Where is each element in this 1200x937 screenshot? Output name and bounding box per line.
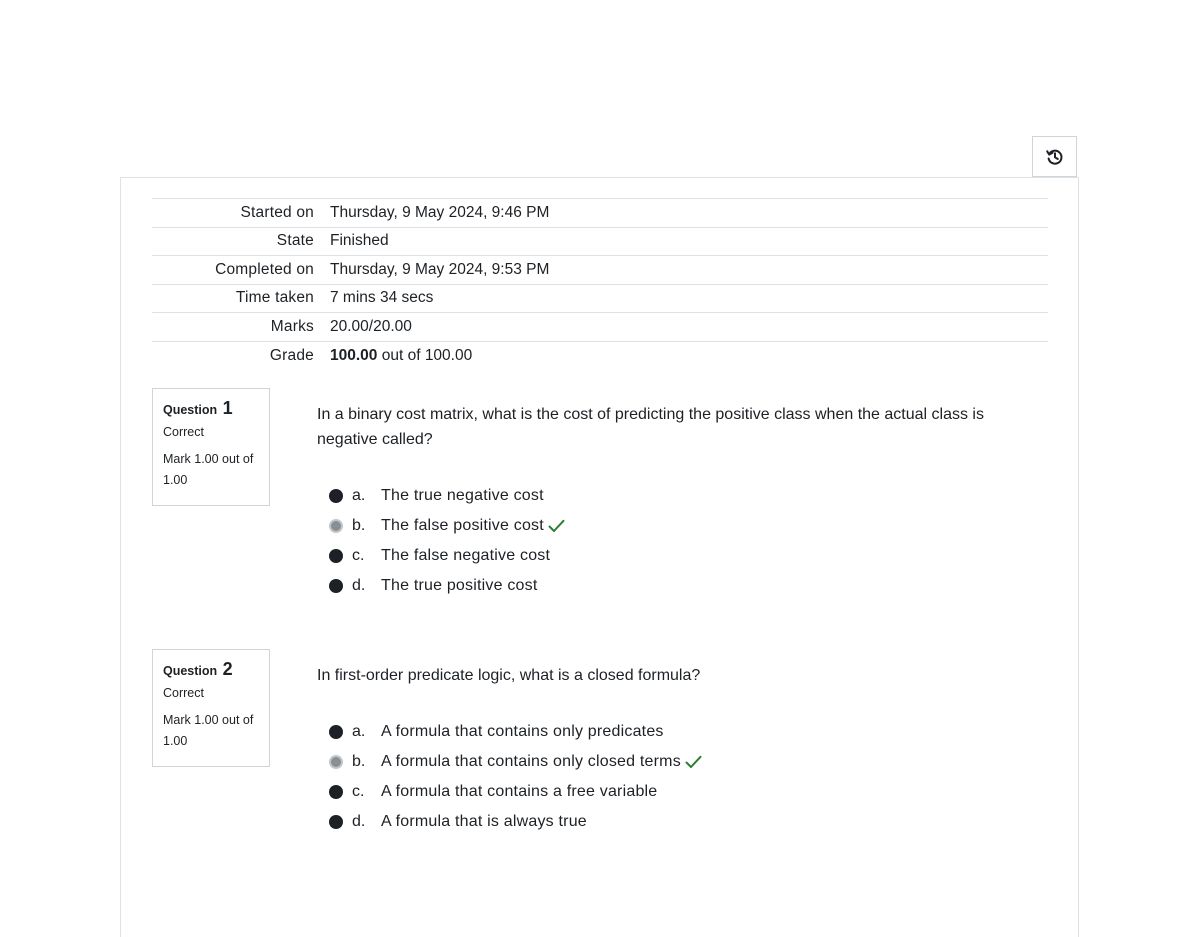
radio-button[interactable]: [329, 489, 343, 503]
question-content: [317, 402, 1027, 594]
summary-value: Thursday, 9 May 2024, 9:46 PM: [330, 203, 550, 221]
question-state: Correct: [163, 425, 204, 439]
summary-label: Marks: [270, 317, 314, 335]
question-text: In a binary cost matrix, what is the cost of predicting the positive class when the actual class is negative called?: [317, 406, 984, 448]
summary-label: Time taken: [235, 289, 314, 307]
summary-row-time-taken: [152, 284, 1048, 313]
answer-list: [329, 717, 702, 837]
answer-option-a[interactable]: [329, 717, 702, 747]
summary-label: State: [276, 232, 314, 250]
answer-text: A formula that contains only closed terms: [381, 753, 681, 770]
answer-letter: a.: [352, 487, 366, 504]
radio-button[interactable]: [329, 549, 343, 563]
attempt-summary-table: [152, 198, 1048, 370]
summary-label: Grade: [269, 346, 314, 364]
summary-row-grade: [152, 341, 1048, 370]
summary-label: Completed on: [215, 260, 314, 278]
radio-button-selected[interactable]: [329, 519, 343, 533]
answer-option-b[interactable]: [329, 511, 565, 541]
summary-value: Finished: [330, 232, 389, 250]
question-state: Correct: [163, 686, 204, 700]
answer-text: The false negative cost: [381, 547, 551, 564]
question-info-box: [152, 649, 270, 767]
review-history-button[interactable]: [1032, 136, 1077, 177]
question-text: In first-order predicate logic, what is a closed formula?: [317, 667, 701, 684]
answer-letter: b.: [352, 753, 366, 770]
answer-list: [329, 481, 565, 601]
summary-row-marks: [152, 313, 1048, 342]
answer-option-c[interactable]: [329, 777, 702, 807]
answer-text: The true positive cost: [381, 577, 538, 594]
question-info-box: [152, 388, 270, 506]
answer-text: The true negative cost: [381, 487, 544, 504]
summary-value: 7 mins 34 secs: [330, 289, 434, 307]
answer-option-c[interactable]: [329, 541, 565, 571]
history-icon: [1045, 147, 1065, 167]
answer-letter: c.: [352, 547, 365, 564]
question-number: 1: [222, 398, 233, 418]
answer-text: A formula that contains only predicates: [381, 723, 664, 740]
answer-letter: d.: [352, 813, 366, 830]
answer-letter: a.: [352, 723, 366, 740]
answer-text: The false positive cost: [381, 517, 544, 534]
radio-button[interactable]: [329, 725, 343, 739]
radio-button[interactable]: [329, 785, 343, 799]
question-mark: Mark 1.00 out of 1.00: [163, 452, 254, 487]
summary-row-state: [152, 227, 1048, 256]
summary-row-started: [152, 199, 1048, 228]
question-mark: Mark 1.00 out of 1.00: [163, 713, 254, 748]
radio-button-selected[interactable]: [329, 755, 343, 769]
quiz-review-panel: [120, 177, 1079, 937]
summary-value: Thursday, 9 May 2024, 9:53 PM: [330, 260, 550, 278]
question-label: Question: [163, 664, 218, 678]
radio-button[interactable]: [329, 815, 343, 829]
summary-value: [322, 341, 1048, 370]
grade-score: 100.00: [330, 346, 378, 364]
check-icon: [548, 519, 565, 533]
answer-letter: c.: [352, 783, 365, 800]
check-icon: [685, 755, 702, 769]
answer-text: A formula that is always true: [381, 813, 587, 830]
answer-option-a[interactable]: [329, 481, 565, 511]
radio-button[interactable]: [329, 579, 343, 593]
answer-letter: d.: [352, 577, 366, 594]
answer-option-b[interactable]: [329, 747, 702, 777]
answer-text: A formula that contains a free variable: [381, 783, 658, 800]
summary-label: Started on: [240, 203, 314, 221]
question-number: 2: [222, 659, 233, 679]
grade-out-of: out of 100.00: [377, 346, 473, 364]
answer-option-d[interactable]: [329, 571, 565, 601]
answer-letter: b.: [352, 517, 366, 534]
question-content: [317, 663, 1027, 830]
question-label: Question: [163, 403, 218, 417]
answer-option-d[interactable]: [329, 807, 702, 837]
summary-row-completed: [152, 256, 1048, 285]
summary-value: 20.00/20.00: [330, 317, 412, 335]
